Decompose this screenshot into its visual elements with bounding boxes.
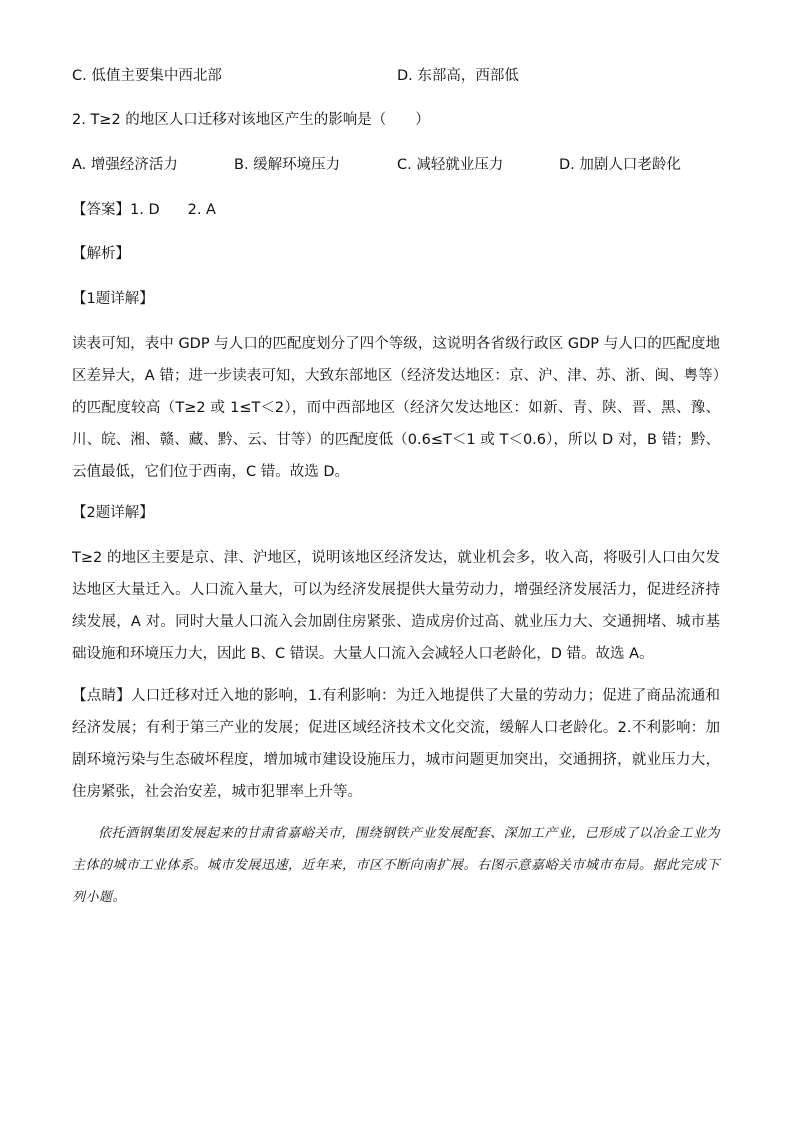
answer-2: 2. A bbox=[187, 202, 216, 218]
answer-line bbox=[72, 200, 216, 220]
detail2-heading: 【2题详解】 bbox=[72, 505, 154, 521]
detail2-text: T≥2 的地区主要是京、津、沪地区，说明该地区经济发达，就业机会多，收入高，将吸引人口由欠发达地区大量迁入。人口流入量大，可以为经济发展提供大量劳动力，增强经济发展活力，促进经济持续发展，A 对。同时大量人口流入会加剧住房紧张、造成房价过高、就业压力大、交通拥堵、城市基础设施和环境压力大，因此 B、C 错误。大量人口流入会减轻人口老龄化，D 错。故选 A。 bbox=[72, 550, 720, 662]
detail1-heading: 【1题详解】 bbox=[72, 291, 154, 307]
q1-option-c: C. 低值主要集中西北部 bbox=[72, 68, 222, 84]
q2-option-c: C. 减轻就业压力 bbox=[397, 157, 504, 173]
analysis-label: 【解析】 bbox=[72, 246, 130, 262]
q2-stem: 2. T≥2 的地区人口迁移对该地区产生的影响是（ ） bbox=[72, 112, 430, 128]
detail1-text: 读表可知，表中 GDP 与人口的匹配度划分了四个等级，这说明各省级行政区 GDP 与人口的匹配度地区差异大，A 错；进一步读表可知，大致东部地区（经济发达地区：京、沪、津、苏、浙、闽、粤等）的匹配度较高（T≥2 或 1≤T＜2），而中西部地区（经济欠发达地区：如新、青、陕、晋、黑、豫、川、皖、湘、赣、藏、黔、云、甘等）的匹配度低（0.6≤T＜1 或 T＜0.6），所以 D 对，B 错；黔、云值最低，它们位于西南，C 错。故选 D。 bbox=[72, 336, 720, 480]
q1-option-d: D. 东部高，西部低 bbox=[397, 68, 519, 84]
q2-option-a: A. 增强经济活力 bbox=[72, 157, 178, 173]
answer-1: 1. D bbox=[130, 202, 160, 218]
tip-text: 【点睛】人口迁移对迁入地的影响，1.有利影响：为迁入地提供了大量的劳动力；促进了商品流通和经济发展；有利于第三产业的发展；促进区域经济技术文化交流，缓解人口老龄化。2.不利影响：加剧环境污染与生态破坏程度，增加城市建设设施压力，城市问题更加突出，交通拥挤，就业压力大，住房紧张，社会治安差，城市犯罪率上升等。 bbox=[72, 688, 720, 800]
answer-label: 【答案】 bbox=[72, 202, 130, 218]
passage-text: 依托酒钢集团发展起来的甘肃省嘉峪关市，围绕钢铁产业发展配套、深加工产业，已形成了以冶金工业为主体的城市工业体系。城市发展迅速，近年来，市区不断向南扩展。右图示意嘉峪关市城市布局。据此完成下列小题。 bbox=[72, 826, 721, 905]
q2-option-d: D. 加剧人口老龄化 bbox=[559, 157, 681, 173]
q2-option-b: B. 缓解环境压力 bbox=[234, 157, 341, 173]
